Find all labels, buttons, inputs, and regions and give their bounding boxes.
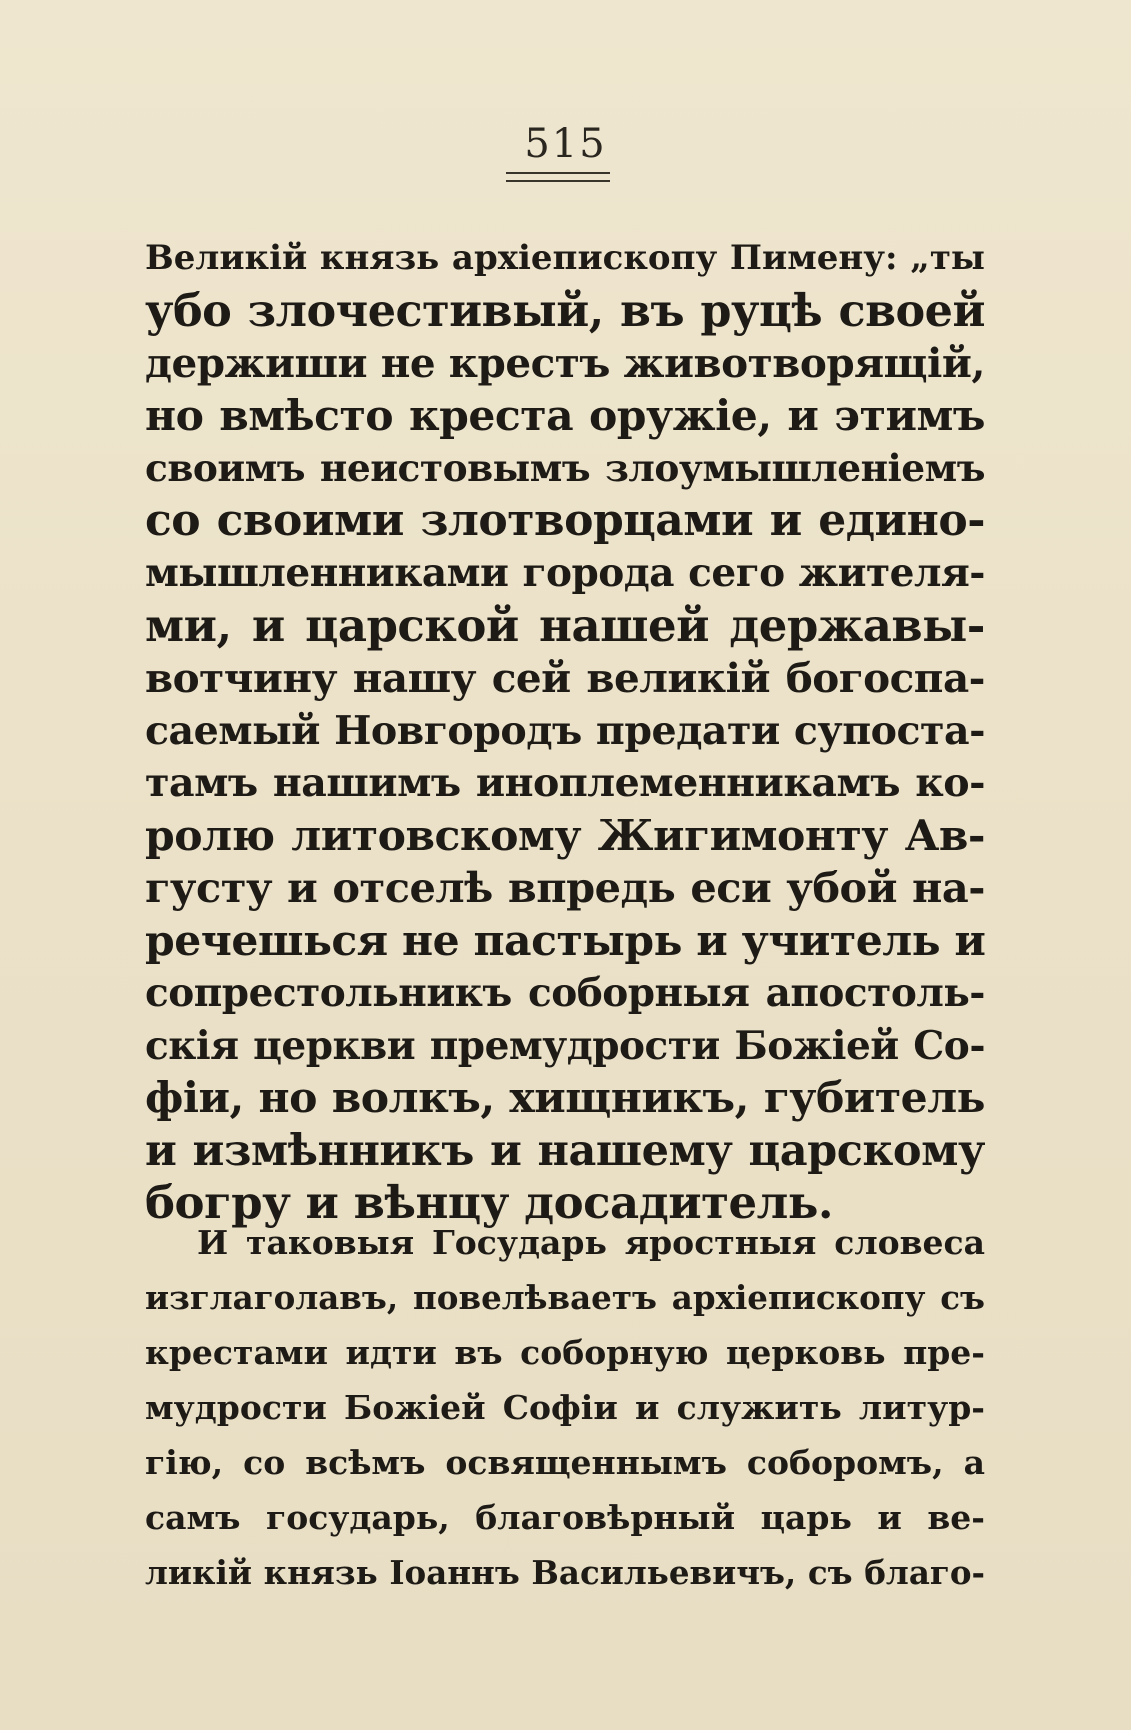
text-line: сопрестольникъ соборныя апостоль- [145,970,985,1016]
text-line: речешься не пастырь и учитель и [145,915,985,966]
text-line: И таковыя Государь яростныя словеса [197,1223,985,1262]
text-line: крестами идти въ соборную церковь пре- [145,1333,985,1372]
text-line: Великій князь архіепископу Пимену: „ты [145,238,985,278]
text-line: густу и отселѣ впредь еси убой на- [145,863,985,912]
text-line: мышленниками города сего жителя- [145,550,985,596]
text-line: гію, со всѣмъ освященнымъ соборомъ, а [145,1443,985,1482]
text-line: со своими злотворцами и едино- [145,494,985,546]
text-line: ми, и царской нашей державы- [145,599,985,652]
paragraph-narrative [145,1215,985,1600]
text-line: саемый Новгородъ предати супоста- [145,707,985,754]
text-line: убо злочестивый, въ руцѣ своей [145,284,985,337]
text-line: скія церкви премудрости Божіей Со- [145,1022,985,1069]
text-line: тамъ нашимъ иноплеменникамъ ко- [145,760,985,806]
text-line: фіи, но волкъ, хищникъ, губитель [145,1073,985,1123]
text-line: но вмѣсто креста оружіе, и этимъ [145,390,985,441]
text-line: ликій князь Іоаннъ Васильевичъ, съ благо- [145,1553,985,1592]
text-line: и измѣнникъ и нашему царскому [145,1125,985,1176]
page-header [0,120,1131,168]
text-line: изглаголавъ, повелѣваетъ архіепископу съ [145,1278,985,1317]
page-number: 515 [524,121,607,167]
text-line: мудрости Божіей Софіи и служить литур- [145,1388,985,1427]
header-rule-bottom [506,180,610,182]
text-line: самъ государь, благовѣрный царь и ве- [145,1498,985,1537]
text-line: своимъ неистовымъ злоумышленіемъ [145,446,985,490]
text-line: держиши не крестъ животворящій, [145,339,985,387]
header-rule-top [506,172,610,174]
text-line: ролю литовскому Жигимонту Ав- [145,810,985,861]
paragraph-quote [145,232,985,1230]
text-line: вотчину нашу сей великій богоспа- [145,654,985,702]
text-line: богру и вѣнцу досадитель. [145,1177,834,1229]
